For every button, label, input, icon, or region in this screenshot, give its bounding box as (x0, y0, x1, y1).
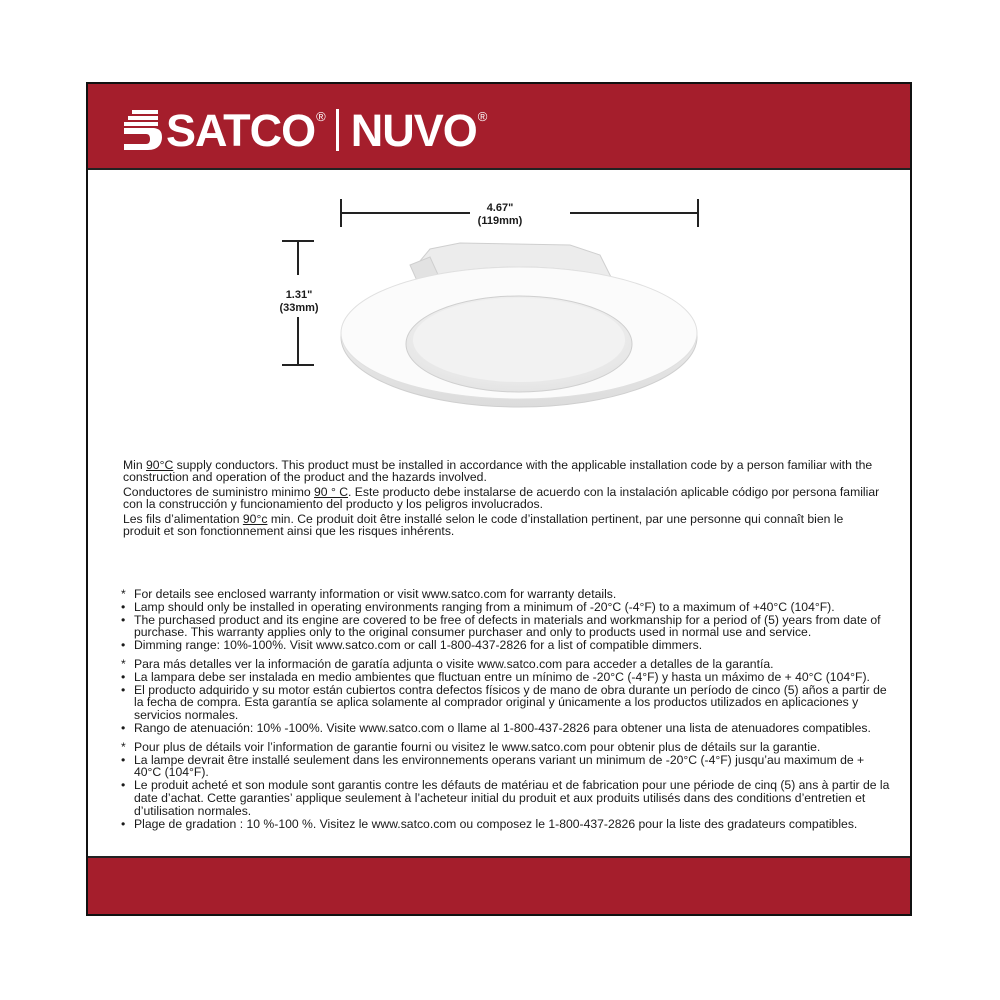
registered-mark: ® (477, 108, 488, 124)
list-item: • Rango de atenuación: 10% -100%. Visite www.satco.com o llame al 1-800-437-2826 para obtener una lista de atenuadores compatibles. (121, 720, 871, 735)
logo-satco: SATCO (166, 104, 316, 156)
list-item: • The purchased product and its engine are covered to be free of defects in materials and workmanship for a period of (5) years from date of purchase. This warranty applies only to the original consumer purchaser and only to products used in normal use and service. (121, 612, 881, 640)
height-mm: (33mm) (279, 302, 319, 314)
temp-rating: 90°c (242, 512, 268, 526)
footer-band (88, 856, 910, 914)
height-label (266, 289, 332, 315)
height-inches: 1.31" (285, 289, 313, 301)
list-item: • Le produit acheté et son module sont garantis contre les défauts de matériau et de fabrication pour une période de cinq (5) ans à partir de la date d’achat. Cette garanties’ applique seulement à l’acheteur initial du produit et aux produits utilisés dans des conditions d’entretien et d’utilisation normales. (121, 778, 890, 818)
product-drawing (270, 195, 730, 425)
logo-nuvo: NUVO (350, 104, 477, 156)
warranty-notes (121, 588, 891, 836)
header-band (88, 84, 910, 170)
logo-divider (336, 109, 339, 151)
list-item: * Pour plus de détails voir l’information de garantie fourni ou visitez le www.satco.com pour obtenir plus de détails sur la garantie. (121, 739, 821, 754)
list-item: • La lampe devrait être installé seulement dans les environnements operans variant un minimum de -20°C (-4°F) jusqu’au maximum de + 40°C (104°F). (121, 752, 865, 780)
width-inches: 4.67" (486, 202, 514, 214)
install-es: Conductores de suministro minimo 90 ° C. Este producto debe instalarse de acuerdo con la instalación aplicable código por persona familiar con la construcción y funcionamiento del producto y los peligros involucrados. (123, 485, 880, 511)
brand-logo (122, 102, 487, 158)
list-item: • Lamp should only be installed in operating environments ranging from a minimum of -20°C (-4°F) to a maximum of +40°C (104°F). (121, 599, 835, 614)
list-item: • El producto adquirido y su motor están cubiertos contra defectos físicos y de mano de obra durante un período de cinco (5) años a partir de la fecha de compra. Esta garantía se aplica solamente al comprador original y únicamente a los productos utilizados en aplicaciones y servicios normales. (121, 682, 887, 723)
list-item: • Plage de gradation : 10 %-100 %. Visitez le www.satco.com ou composez le 1-800-437-2826 pour la liste des gradateurs compatibles. (121, 816, 858, 831)
installation-text (123, 459, 883, 540)
install-fr: Les fils d’alimentation 90°c min. Ce produit doit être installé selon le code d’installation pertinent, par une personne qui connaît bien le produit et son fonctionnement ainsi que les risques inhérents. (123, 512, 844, 538)
registered-mark: ® (316, 108, 326, 124)
width-label (470, 202, 530, 228)
temp-rating: 90 ° C (314, 485, 349, 499)
install-en: Min 90°C supply conductors. This product must be installed in accordance with the applicable installation code by a person familiar with the construction and operation of the product and the hazards involved. (123, 458, 873, 484)
notes-en (121, 588, 891, 652)
notes-es (121, 658, 891, 735)
width-mm: (119mm) (477, 215, 523, 227)
satco-s-mark-icon (122, 108, 164, 152)
temp-rating: 90°C (146, 458, 174, 472)
list-item: * For details see enclosed warranty information or visit www.satco.com for warranty details. (121, 587, 617, 601)
list-item: * Para más detalles ver la información de garatía adjunta o visite www.satco.com para acceder a detalles de la garantía. (121, 656, 774, 671)
list-item: • La lampara debe ser instalada en medio ambientes que fluctuan entre un mínimo de -20°C (-4°F) y hasta un máximo de + 40°C (104°F). (121, 669, 870, 684)
list-item: • Dimming range: 10%-100%. Visit www.satco.com or call 1-800-437-2826 for a list of compatible dimmers. (121, 638, 703, 653)
notes-fr (121, 741, 891, 831)
